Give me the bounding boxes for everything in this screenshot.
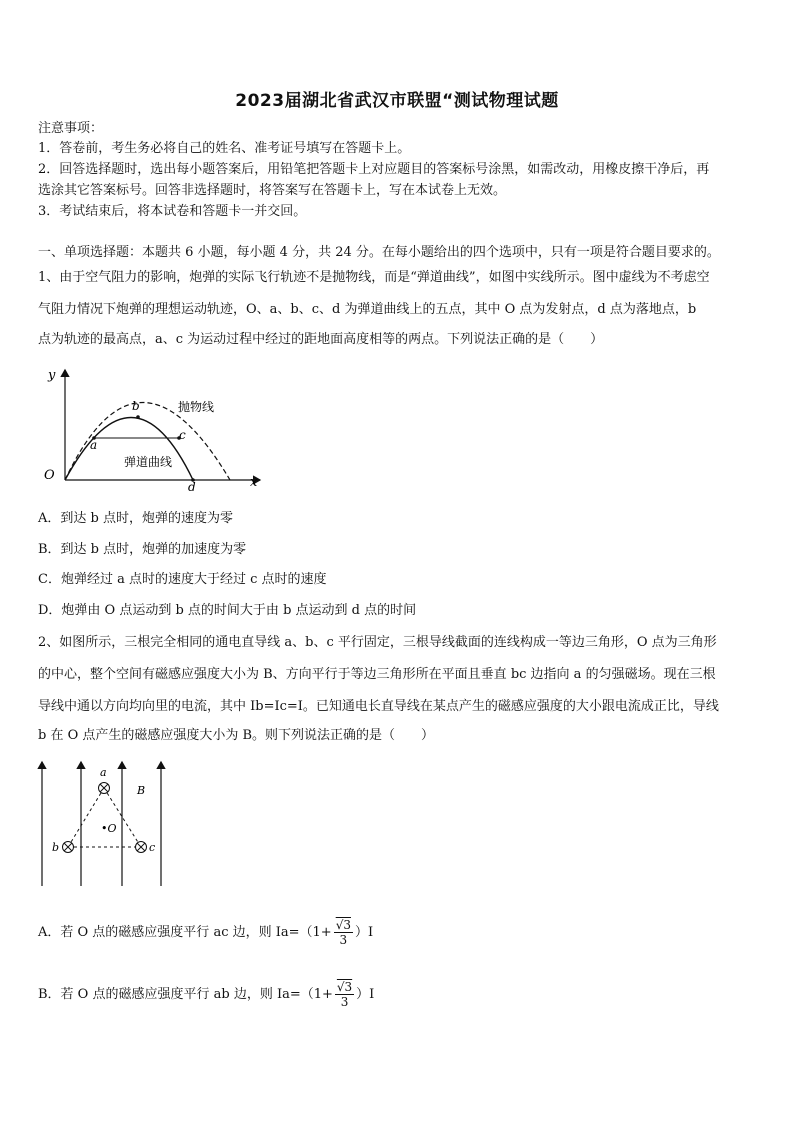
point-b-label: b	[132, 399, 140, 413]
notice-item-2: 2．回答选择题时，选出每小题答案后，用铅笔把答题卡上对应题目的答案标号涂黑，如需改动，用橡皮擦干净后，再	[38, 162, 710, 177]
page-title: 2023届湖北省武汉市联盟“测试物理试题	[235, 91, 559, 111]
q2-option-b-text: B．若 O 点的磁感应强度平行 ab 边，则 Ia=（1+	[38, 987, 333, 1002]
q2-option-a[interactable]	[38, 918, 373, 947]
q2-stem-line-4: b 在 O 点产生的磁感应强度大小为 B。则下列说法正确的是（ ）	[38, 728, 435, 743]
q1-option-b[interactable]: B．到达 b 点时，炮弹的加速度为零	[38, 542, 247, 557]
q1-option-c[interactable]: C．炮弹经过 a 点时的速度大于经过 c 点时的速度	[38, 572, 327, 587]
q1-trajectory-figure	[38, 365, 268, 495]
parabola-label: 抛物线	[178, 400, 215, 414]
q2-stem-line-3: 导线中通以方向均向里的电流，其中 Ib=Ic=I。已知通电长直导线在某点产生的磁感应强度的大小跟电流成正比，导线	[38, 699, 719, 714]
fraction-numerator: √3	[336, 980, 353, 994]
notice-item-1: 1．答卷前，考生务必将自己的姓名、准考证号填写在答题卡上。	[38, 141, 411, 156]
q1-option-a[interactable]: A．到达 b 点时，炮弹的速度为零	[38, 511, 233, 526]
fraction	[335, 980, 354, 1009]
field-b-label: B	[137, 784, 146, 797]
wire-c-into-page-icon	[136, 842, 147, 853]
center-o-label: •O	[101, 822, 117, 835]
fraction-denominator: 3	[339, 933, 348, 947]
wire-a-label: a	[100, 766, 107, 779]
fraction-denominator: 3	[340, 995, 349, 1009]
q2-option-b[interactable]	[38, 980, 374, 1009]
wire-a-into-page-icon	[99, 783, 110, 794]
q1-stem-line-3: 点为轨迹的最高点，a、c 为运动过程中经过的距地面高度相等的两点。下列说法正确的是（ ）	[38, 332, 604, 347]
notice-item-3: 3．考试结束后，将本试卷和答题卡一并交回。	[38, 204, 307, 219]
point-d-label: d	[188, 480, 196, 494]
q2-option-b-tail: ）I	[356, 987, 375, 1002]
wire-b-label: b	[52, 841, 60, 854]
point-a-label: a	[90, 438, 98, 452]
q1-stem-line-1: 1、由于空气阻力的影响，炮弹的实际飞行轨迹不是抛物线，而是“弹道曲线”，如图中实线所示。图中虚线为不考虑空	[38, 270, 710, 285]
section-heading: 一、单项选择题：本题共 6 小题，每小题 4 分，共 24 分。在每小题给出的四个选项中，只有一项是符合题目要求的。	[38, 245, 720, 260]
q2-wires-figure	[30, 758, 180, 890]
notice-item-2-cont: 选涂其它答案标号。回答非选择题时，将答案写在答题卡上，写在本试卷上无效。	[38, 183, 507, 198]
fraction	[334, 918, 353, 947]
q1-option-d[interactable]: D．炮弹由 O 点运动到 b 点的时间大于由 b 点运动到 d 点的时间	[38, 603, 417, 618]
q2-stem-line-2: 的中心，整个空间有磁感应强度大小为 B、方向平行于等边三角形所在平面且垂直 bc 边指向 a 的匀强磁场。现在三根	[38, 667, 716, 682]
fraction-numerator: √3	[335, 918, 351, 932]
trajectory-label: 弹道曲线	[124, 455, 173, 469]
q2-stem-line-1: 2、如图所示，三根完全相同的通电直导线 a、b、c 平行固定，三根导线截面的连线构成一等边三角形，O 点为三角形	[38, 635, 717, 650]
origin-label: O	[44, 468, 55, 483]
wire-c-label: c	[149, 841, 156, 854]
q1-stem-line-2: 气阻力情况下炮弹的理想运动轨迹，O、a、b、c、d 为弹道曲线上的五点，其中 O 点为发射点，d 点为落地点，b	[38, 302, 697, 317]
notice-heading: 注意事项：	[38, 121, 104, 136]
y-axis-label: y	[48, 368, 56, 383]
q2-option-a-tail: ）I	[354, 925, 374, 940]
q2-option-a-text: A．若 O 点的磁感应强度平行 ac 边，则 Ia=（1+	[38, 925, 332, 940]
trajectory-curve	[65, 418, 193, 481]
x-axis-label: x	[250, 475, 258, 490]
wire-b-into-page-icon	[63, 842, 74, 853]
point-c-label: c	[179, 428, 186, 442]
